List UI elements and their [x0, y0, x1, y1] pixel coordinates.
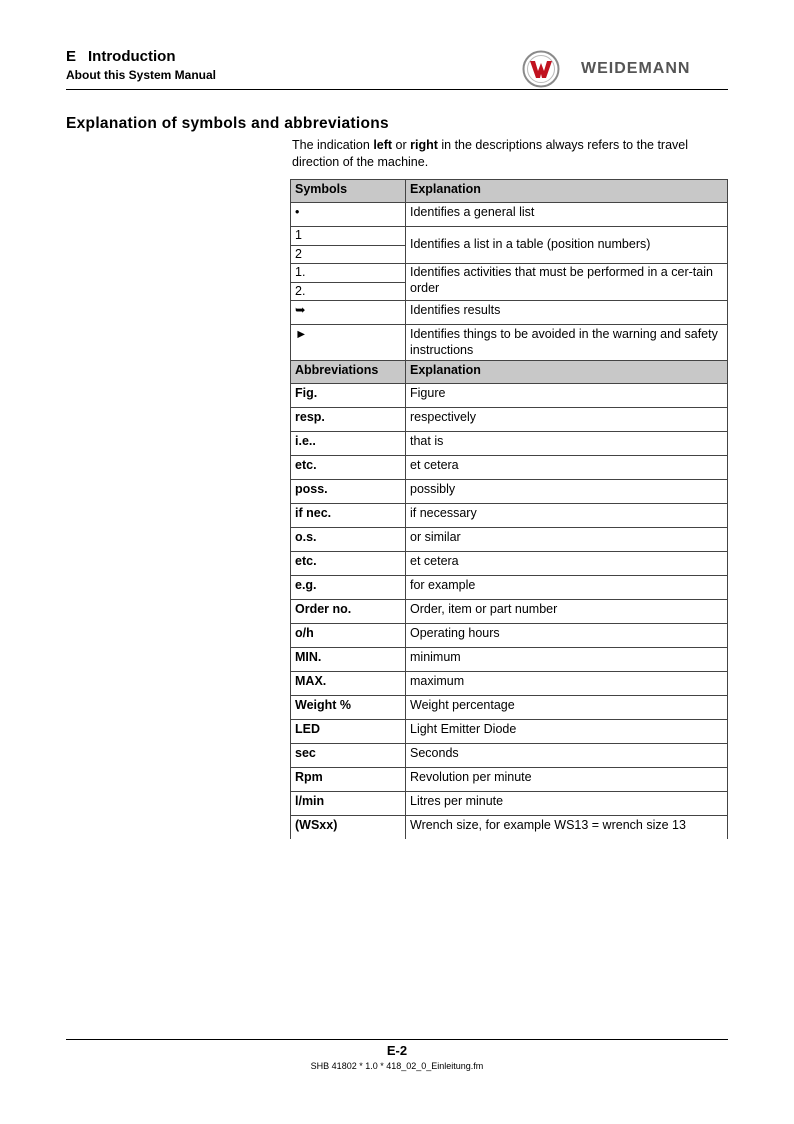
- abbreviation: i.e..: [291, 432, 406, 456]
- page-header: [66, 48, 216, 82]
- header-symbols: Symbols: [291, 180, 406, 203]
- table-row: [291, 325, 728, 361]
- abbreviation-explanation: minimum: [406, 648, 728, 672]
- table-row: [291, 768, 728, 792]
- abbreviation-explanation: or similar: [406, 528, 728, 552]
- table-row: [291, 624, 728, 648]
- table-row: [291, 672, 728, 696]
- table-row: [291, 696, 728, 720]
- symbol-explanation: Identifies activities that must be performed in a cer-tain order: [406, 264, 728, 301]
- abbreviation-explanation: Weight percentage: [406, 696, 728, 720]
- abbreviation: resp.: [291, 408, 406, 432]
- table-row: [291, 301, 728, 325]
- abbreviation: l/min: [291, 792, 406, 816]
- abbreviation: Fig.: [291, 384, 406, 408]
- abbreviation: sec: [291, 744, 406, 768]
- abbreviation: Rpm: [291, 768, 406, 792]
- symbol-position-1: 1: [291, 227, 406, 246]
- abbreviation-explanation: Wrench size, for example WS13 = wrench size 13: [406, 816, 728, 840]
- table-row: [291, 504, 728, 528]
- abbreviation-explanation: for example: [406, 576, 728, 600]
- table-row: [291, 408, 728, 432]
- page-number: E-2: [386, 1043, 408, 1058]
- abbreviation: LED: [291, 720, 406, 744]
- chapter-letter: E: [66, 48, 77, 65]
- abbreviation-explanation: Light Emitter Diode: [406, 720, 728, 744]
- symbol-step-2: 2.: [291, 282, 406, 301]
- symbol-step-1: 1.: [291, 264, 406, 283]
- abbreviation: o.s.: [291, 528, 406, 552]
- footer-divider: [66, 1039, 728, 1040]
- table-row: [291, 432, 728, 456]
- header-explanation: Explanation: [406, 361, 728, 384]
- abbreviation-explanation: Operating hours: [406, 624, 728, 648]
- page-heading: Explanation of symbols and abbreviations: [66, 115, 389, 132]
- abbreviation: (WSxx): [291, 816, 406, 840]
- intro-text-1: The indication: [292, 138, 374, 152]
- symbols-abbreviations-table: [290, 179, 728, 839]
- abbreviation: e.g.: [291, 576, 406, 600]
- table-row: [291, 456, 728, 480]
- abbreviation-explanation: if necessary: [406, 504, 728, 528]
- symbols-header-row: [291, 180, 728, 203]
- brand-logo: [522, 50, 728, 88]
- intro-text-3: in the descriptions always refers to the travel direction of the machine.: [292, 138, 689, 169]
- chapter-name: Introduction: [88, 48, 176, 65]
- abbreviation: MAX.: [291, 672, 406, 696]
- table-row: [291, 552, 728, 576]
- section-title: About this System Manual: [66, 68, 217, 82]
- symbol-bullet: •: [291, 203, 406, 227]
- header-divider: [66, 89, 728, 90]
- abbreviations-header-row: [291, 361, 728, 384]
- result-arrow-icon: ➥: [291, 301, 406, 325]
- intro-text-2: or: [392, 138, 411, 152]
- header-abbreviations: Abbreviations: [291, 361, 406, 384]
- abbreviation-explanation: possibly: [406, 480, 728, 504]
- symbol-explanation: Identifies results: [406, 301, 728, 325]
- table-row: [291, 720, 728, 744]
- abbreviation: o/h: [291, 624, 406, 648]
- table-row: [291, 744, 728, 768]
- abbreviation-explanation: Figure: [406, 384, 728, 408]
- abbreviation: MIN.: [291, 648, 406, 672]
- header-explanation: Explanation: [406, 180, 728, 203]
- weidemann-logo-icon: [522, 50, 562, 88]
- table-row: [291, 600, 728, 624]
- table-row: [291, 528, 728, 552]
- table-row: [291, 264, 728, 283]
- table-row: [291, 648, 728, 672]
- abbreviation-explanation: et cetera: [406, 552, 728, 576]
- table-row: [291, 576, 728, 600]
- avoid-triangle-icon: ►: [291, 325, 406, 361]
- table-row: [291, 227, 728, 246]
- document-reference: SHB 41802 * 1.0 * 418_02_0_Einleitung.fm: [310, 1061, 484, 1071]
- intro-paragraph: [292, 137, 728, 170]
- abbreviation: Order no.: [291, 600, 406, 624]
- abbreviation-explanation: maximum: [406, 672, 728, 696]
- abbreviation: Weight %: [291, 696, 406, 720]
- abbreviation: if nec.: [291, 504, 406, 528]
- abbreviation-explanation: Seconds: [406, 744, 728, 768]
- abbreviation-explanation: Revolution per minute: [406, 768, 728, 792]
- abbreviations-body: [291, 384, 728, 840]
- table-row: [291, 384, 728, 408]
- abbreviation-explanation: that is: [406, 432, 728, 456]
- chapter-title: [66, 48, 216, 66]
- abbreviation-explanation: et cetera: [406, 456, 728, 480]
- abbreviation: etc.: [291, 552, 406, 576]
- abbreviation-explanation: Order, item or part number: [406, 600, 728, 624]
- intro-right: right: [410, 138, 438, 152]
- symbol-explanation: Identifies things to be avoided in the warning and safety instructions: [406, 325, 728, 361]
- table-row: [291, 480, 728, 504]
- table-row: [291, 792, 728, 816]
- abbreviation-explanation: Litres per minute: [406, 792, 728, 816]
- intro-left: left: [373, 138, 393, 152]
- abbreviation-explanation: respectively: [406, 408, 728, 432]
- abbreviation: poss.: [291, 480, 406, 504]
- brand-name: WEIDEMANN: [581, 60, 691, 77]
- abbreviation: etc.: [291, 456, 406, 480]
- symbol-explanation: Identifies a general list: [406, 203, 728, 227]
- symbol-position-2: 2: [291, 245, 406, 264]
- symbol-explanation: Identifies a list in a table (position numbers): [406, 227, 728, 264]
- table-row: [291, 203, 728, 227]
- table-row: [291, 816, 728, 840]
